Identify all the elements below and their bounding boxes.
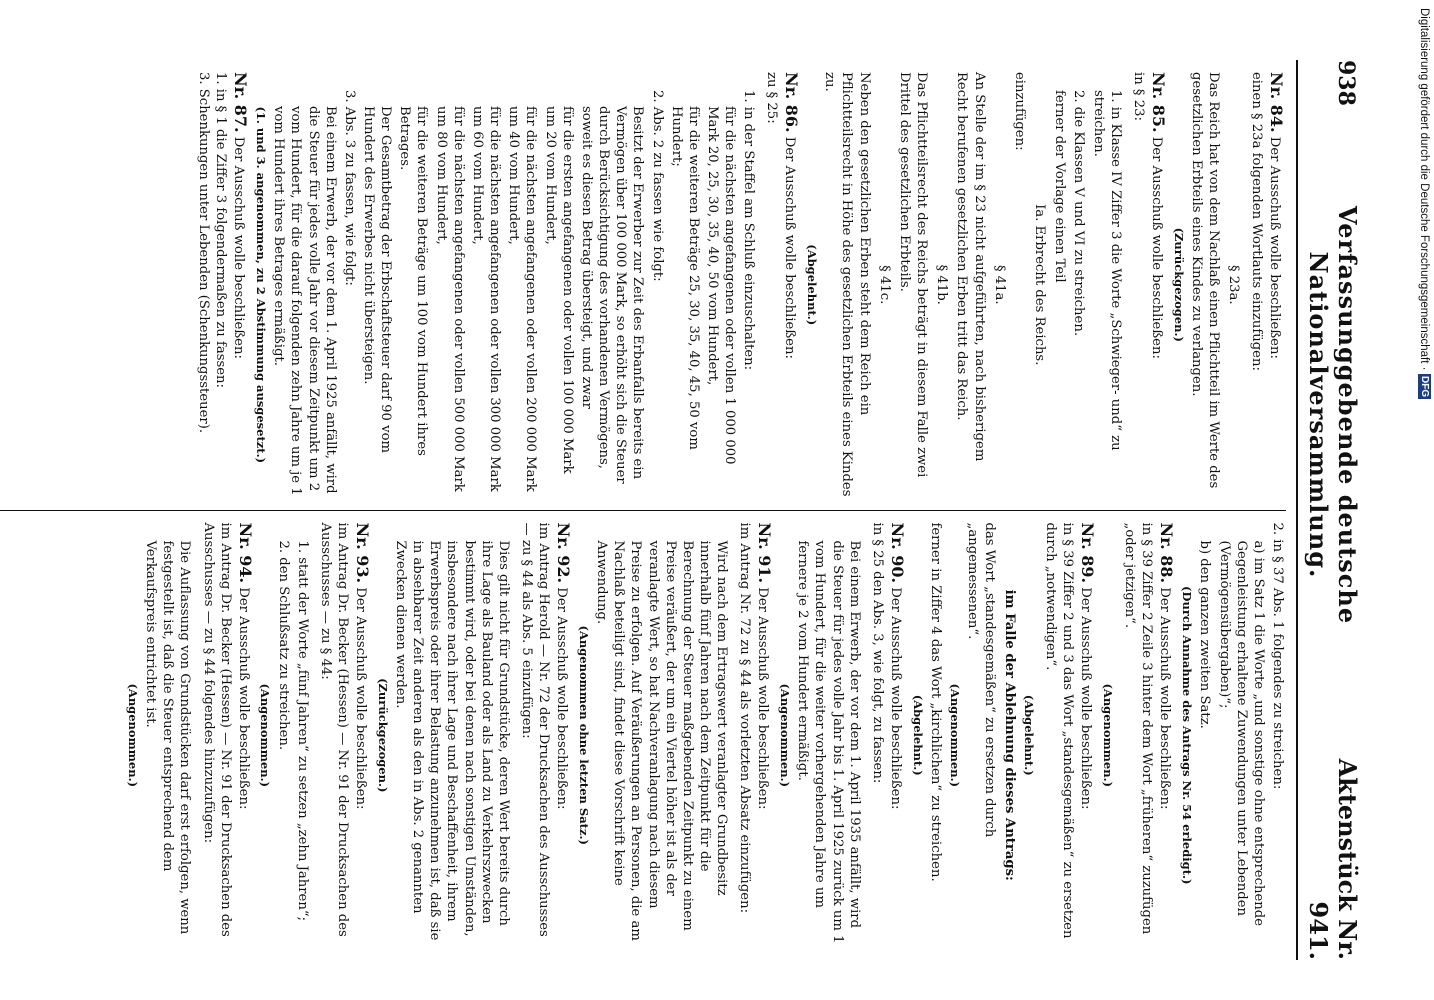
body-text: Dies gilt nicht für Grundstücke, deren Wert bereits durch ihre Lage als Bauland oder als Land zu Verkehrszwecken bestimmt wird, oder bei denen nach sonstigen Umständen, insbesondere nach ihrer Lage und Beschaffenheit, ihrem Erwerbspreis oder ihrer Belastung anzunehmen ist, daß sie in absehbarer Zeit anderen als den in Abs. 2 genannten Zwecken dienen werden. (392, 540, 511, 941)
decision-note: (Angenommen.) (258, 683, 273, 788)
right-column (0, 510, 1286, 961)
motion-line: in § 23: (1130, 72, 1146, 121)
page-title: Verfassunggebende deutsche Nationalversammlung. (1304, 205, 1362, 625)
body-text: ferner in Ziffer 4 das Wort „kirchlichen“ zu streichen. (927, 522, 943, 882)
body-text: Neben den gesetzlichen Erben steht dem Reich ein Pflichtteilsrecht in Höhe des gesetzlichen Erbteils eines Kindes zu. (822, 72, 872, 497)
body-text: b) den ganzen zweiten Satz. (1197, 540, 1213, 729)
motion-line: Der Ausschuß wolle beschließen: (887, 587, 903, 810)
motion-line: Der Ausschuß wolle beschließen: (554, 587, 570, 810)
motion-line: in § 39 Ziffer 2 Zeile 3 hinter dem Wort „früheren“ zuzufügen „oder jetzigen“. (1122, 522, 1155, 935)
decision-note: (Angenommen.) (947, 683, 962, 788)
body-text: Besitzt der Erwerber zur Zeit des Erbanfalls bereits ein Vermögen über 100 000 Mark, so erhöht sich die Steuer durch Berücksichtigung des vorhandenen Vermögens, soweit es diesen Betrag übersteigt, und zwar (578, 106, 646, 484)
body-text: das Wort „standesgemäßen“ zu ersetzen durch „angemessenen“. (964, 522, 998, 838)
motion-entry (1248, 72, 1286, 498)
motion-line: zu § 25: (764, 72, 780, 124)
body-text: 1. statt der Worte „fünf Jahren“ zu setzen „zehn Jahren“; (294, 540, 310, 922)
body-text: 2. den Schlußsatz zu streichen. (275, 540, 291, 751)
section-heading: § 41a. (991, 264, 1007, 305)
decision-note: (Abgelehnt.) (805, 244, 820, 326)
motion-number: Nr. 93. (352, 522, 372, 584)
motion-line: 3. Schenkungen unter Lebenden (Schenkungssteuer). (196, 72, 212, 434)
digitization-sidebar (1410, 0, 1434, 1000)
body-text: für die weiteren Beträge 25, 30, 35, 40, 45, 50 vom Hundert; (668, 106, 701, 450)
motion-line: im Antrag Dr. Becker (Hessen) — Nr. 91 der Drucksachen des Ausschusses — zu § 44 folgendes hinzuzufügen: (200, 522, 233, 937)
body-text: für die nächsten angefangenen oder vollen 1 000 000 Mark 20, 25, 30, 35, 40, 50 vom Hundert, (704, 106, 738, 465)
motion-entry (1042, 523, 1097, 949)
motion-line: in § 39 Ziffer 2 und 3 das Wort „standesgemäßen“ zu ersetzen durch „notwendigen“. (1043, 522, 1076, 939)
decision-note: (1. und 3. angenommen, zu 2 Abstimmung ausgesetzt.) (254, 106, 269, 464)
body-text: 2. in § 37 Abs. 1 folgendes zu streichen: (1270, 522, 1285, 790)
body-text: Das Pflichtteilsrecht des Reichs beträgt in diesem Falle zwei Drittel des gesetzlichen Erbteils. (896, 72, 930, 478)
section-heading: Ia. Erbrecht des Reichs. (1032, 204, 1048, 366)
section-heading: § 23a. (1226, 264, 1242, 305)
motion-number: Nr. 84. (1267, 72, 1286, 133)
motion-number: Nr. 86. (782, 72, 802, 133)
body-text: Bei einem Erwerb, der vor dem 1. April 1935 anfällt, wird die Steuer für jedes volle Jahr bis 1. April 1925 zurück um 1 vom Hundert, für die weiter vorhergehenden Jahre um fernere je 2 vom Hundert ermäßigt. (795, 540, 862, 944)
section-heading: im Falle der Ablehnung dieses Antrags: (1002, 589, 1018, 881)
left-column (0, 60, 1286, 510)
body-text: 3. Abs. 3 zu fassen, wie folgt: (341, 90, 357, 286)
motion-line: in § 25 den Abs. 3, wie folgt, zu fassen: (869, 522, 885, 784)
motion-line: im Antrag Dr. Becker (Hessen) — Nr. 91 der Drucksachen des Ausschusses — zu § 44: (317, 522, 351, 937)
motion-number: Nr. 90. (887, 522, 907, 584)
motion-number: Nr. 85. (1148, 72, 1168, 133)
body-text: ferner der Vorlage einen Teil (1052, 90, 1068, 283)
motion-entry (736, 523, 774, 949)
decision-note: (Abgelehnt.) (1022, 694, 1037, 776)
motion-entry (317, 523, 372, 949)
body-text: 2. Abs. 2 zu fassen wie folgt: (649, 90, 665, 282)
motion-line: Der Ausschuß wolle beschließen: (235, 587, 251, 810)
motion-line: 1. in § 1 die Ziffer 3 folgendermaßen zu fassen: (213, 72, 229, 388)
body-text: für die nächsten angefangenen oder vollen 500 000 Mark um 80 vom Hundert, (433, 106, 466, 492)
body-text: Bei einem Erwerb, der vor dem 1. April 1925 anfällt, wird die Steuer für jedes volle Jahr vor diesem Zeitpunkt um 2 vom Hundert, für die darauf folgenden zehn Jahre um je 1 vom Hundert ihres Betrages ermäßigt. (271, 106, 338, 496)
decision-note: (Durch Annahme des Antrags Nr. 54 erledigt.) (1180, 586, 1195, 885)
decision-note: (Angenommen.) (1101, 683, 1116, 788)
body-text: für die ersten angefangenen oder vollen 100 000 Mark um 20 vom Hundert, (542, 106, 575, 474)
decision-note: (Angenommen.) (778, 683, 793, 788)
motion-line: einen § 23a folgenden Wortlauts einzufügen: (1249, 72, 1265, 371)
page-number: 938 (1333, 60, 1359, 106)
decision-note: (Angenommen.) (125, 683, 140, 788)
motion-line: Der Ausschuß wolle beschließen: (352, 587, 368, 810)
motion-entry (1130, 72, 1168, 498)
motion-number: Nr. 91. (755, 522, 775, 584)
body-text: einzufügen: (1011, 72, 1027, 151)
motion-number: Nr. 88. (1157, 522, 1177, 584)
dfg-credit (1413, 8, 1431, 992)
motion-entry (1121, 523, 1176, 949)
body-text: Wird nach dem Ertragswert veranlagter Grundbesitz innerhalb fünf Jahren nach dem Zeitpunkt für die Berechnung der Steuer maßgebenden Zeitpunkt zu einem Preise veräußert, der um ein Viertel höher ist als der veranlagte Wert, so hat Nachveranlagung nach diesem Preise zu erfolgen. Auf Veräußerungen an Personen, die am Nachlaß beteiligt sind, findet diese Vorschrift keine Anwendung. (594, 540, 730, 941)
motion-line: im Antrag Herold — Nr. 72 der Drucksachen des Ausschusses — zu § 44 als Abs. 5 einzufügen: (519, 522, 552, 937)
motion-line: Der Ausschuß wolle beschließen: (231, 136, 247, 359)
motion-number: Nr. 87. (231, 72, 251, 133)
body-text: Der Gesamtbetrag der Erbschaftsteuer darf 90 vom Hundert des Erwerbes nicht übersteigen. (361, 106, 394, 454)
motion-entry (518, 523, 573, 949)
dfg-logo: DFG (1419, 375, 1430, 397)
motion-entry (195, 72, 250, 498)
motion-line: im Antrag Nr. 72 zu § 44 als vorletzten Absatz einzufügen: (737, 522, 753, 914)
page-header (1296, 60, 1362, 960)
motion-entry (869, 523, 907, 949)
motion-number: Nr. 92. (554, 522, 574, 584)
text-columns (0, 60, 1286, 960)
motion-line: Der Ausschuß wolle beschließen: (755, 587, 771, 810)
body-text: 1. in der Staffel am Schluß einzuschalten: (741, 90, 757, 371)
body-text: für die nächsten angefangenen oder vollen 300 000 Mark um 60 vom Hundert, (469, 106, 503, 492)
motion-number: Nr. 89. (1078, 522, 1098, 584)
section-heading: § 41b. (934, 264, 950, 305)
section-heading: § 41c. (876, 265, 892, 305)
motion-entry (199, 523, 254, 949)
motion-line: Der Ausschuß wolle beschließen: (1148, 136, 1164, 359)
body-text: für die nächsten angefangenen oder vollen 200 000 Mark um 40 vom Hundert, (506, 106, 539, 492)
motion-number: Nr. 94. (235, 522, 255, 584)
body-text: Das Reich hat von dem Nachlaß einen Pflichtteil im Werte des gesetzlichen Erbteils eines Kindes zu verlangen. (1188, 72, 1221, 489)
body-text: Die Auflassung von Grundstücken darf erst erfolgen, wenn festgestellt ist, daß die Steuer entsprechend dem Verkaufspreis entrichtet ist. (143, 540, 193, 935)
body-text: An Stelle der im § 23 nicht aufgeführten, nach bisherigem Recht berufenen gesetzlichen Erben tritt das Reich. (954, 72, 987, 462)
body-text: a) im Satz 1 die Worte „und sonstige ohne entsprechende Gegenleistung erhaltene Zuwendungen unter Lebenden (Vermögensübergaben)“; (1216, 540, 1266, 927)
motion-entry (763, 72, 801, 498)
motion-line: Der Ausschuß wolle beschließen: (1157, 587, 1173, 810)
body-text: für die weiteren Beträge um 100 vom Hundert ihres Betrages. (397, 106, 430, 456)
decision-note: (Zurückgezogen.) (1171, 227, 1186, 342)
motion-line: Der Ausschuß wolle beschließen: (782, 136, 798, 359)
dfg-credit-text: Digitalisierung gefördert durch die Deutsche Forschungsgemeinschaft · (1418, 8, 1430, 371)
body-text: 2. die Klassen V und VI zu streichen. (1071, 90, 1087, 337)
decision-note: (Abgelehnt.) (910, 694, 925, 776)
motion-line: Der Ausschuß wolle beschließen: (1267, 136, 1282, 359)
decision-note: (Zurückgezogen.) (375, 678, 390, 793)
decision-note: (Angenommen ohne letzten Satz.) (576, 625, 591, 845)
motion-line: Der Ausschuß wolle beschließen: (1078, 587, 1094, 810)
body-text: 1. in Klasse IV Ziffer 3 die Worte „Schwieger- und“ zu streichen. (1090, 90, 1123, 451)
aktenstueck-label: Aktenstück Nr. 941. (1304, 758, 1362, 960)
